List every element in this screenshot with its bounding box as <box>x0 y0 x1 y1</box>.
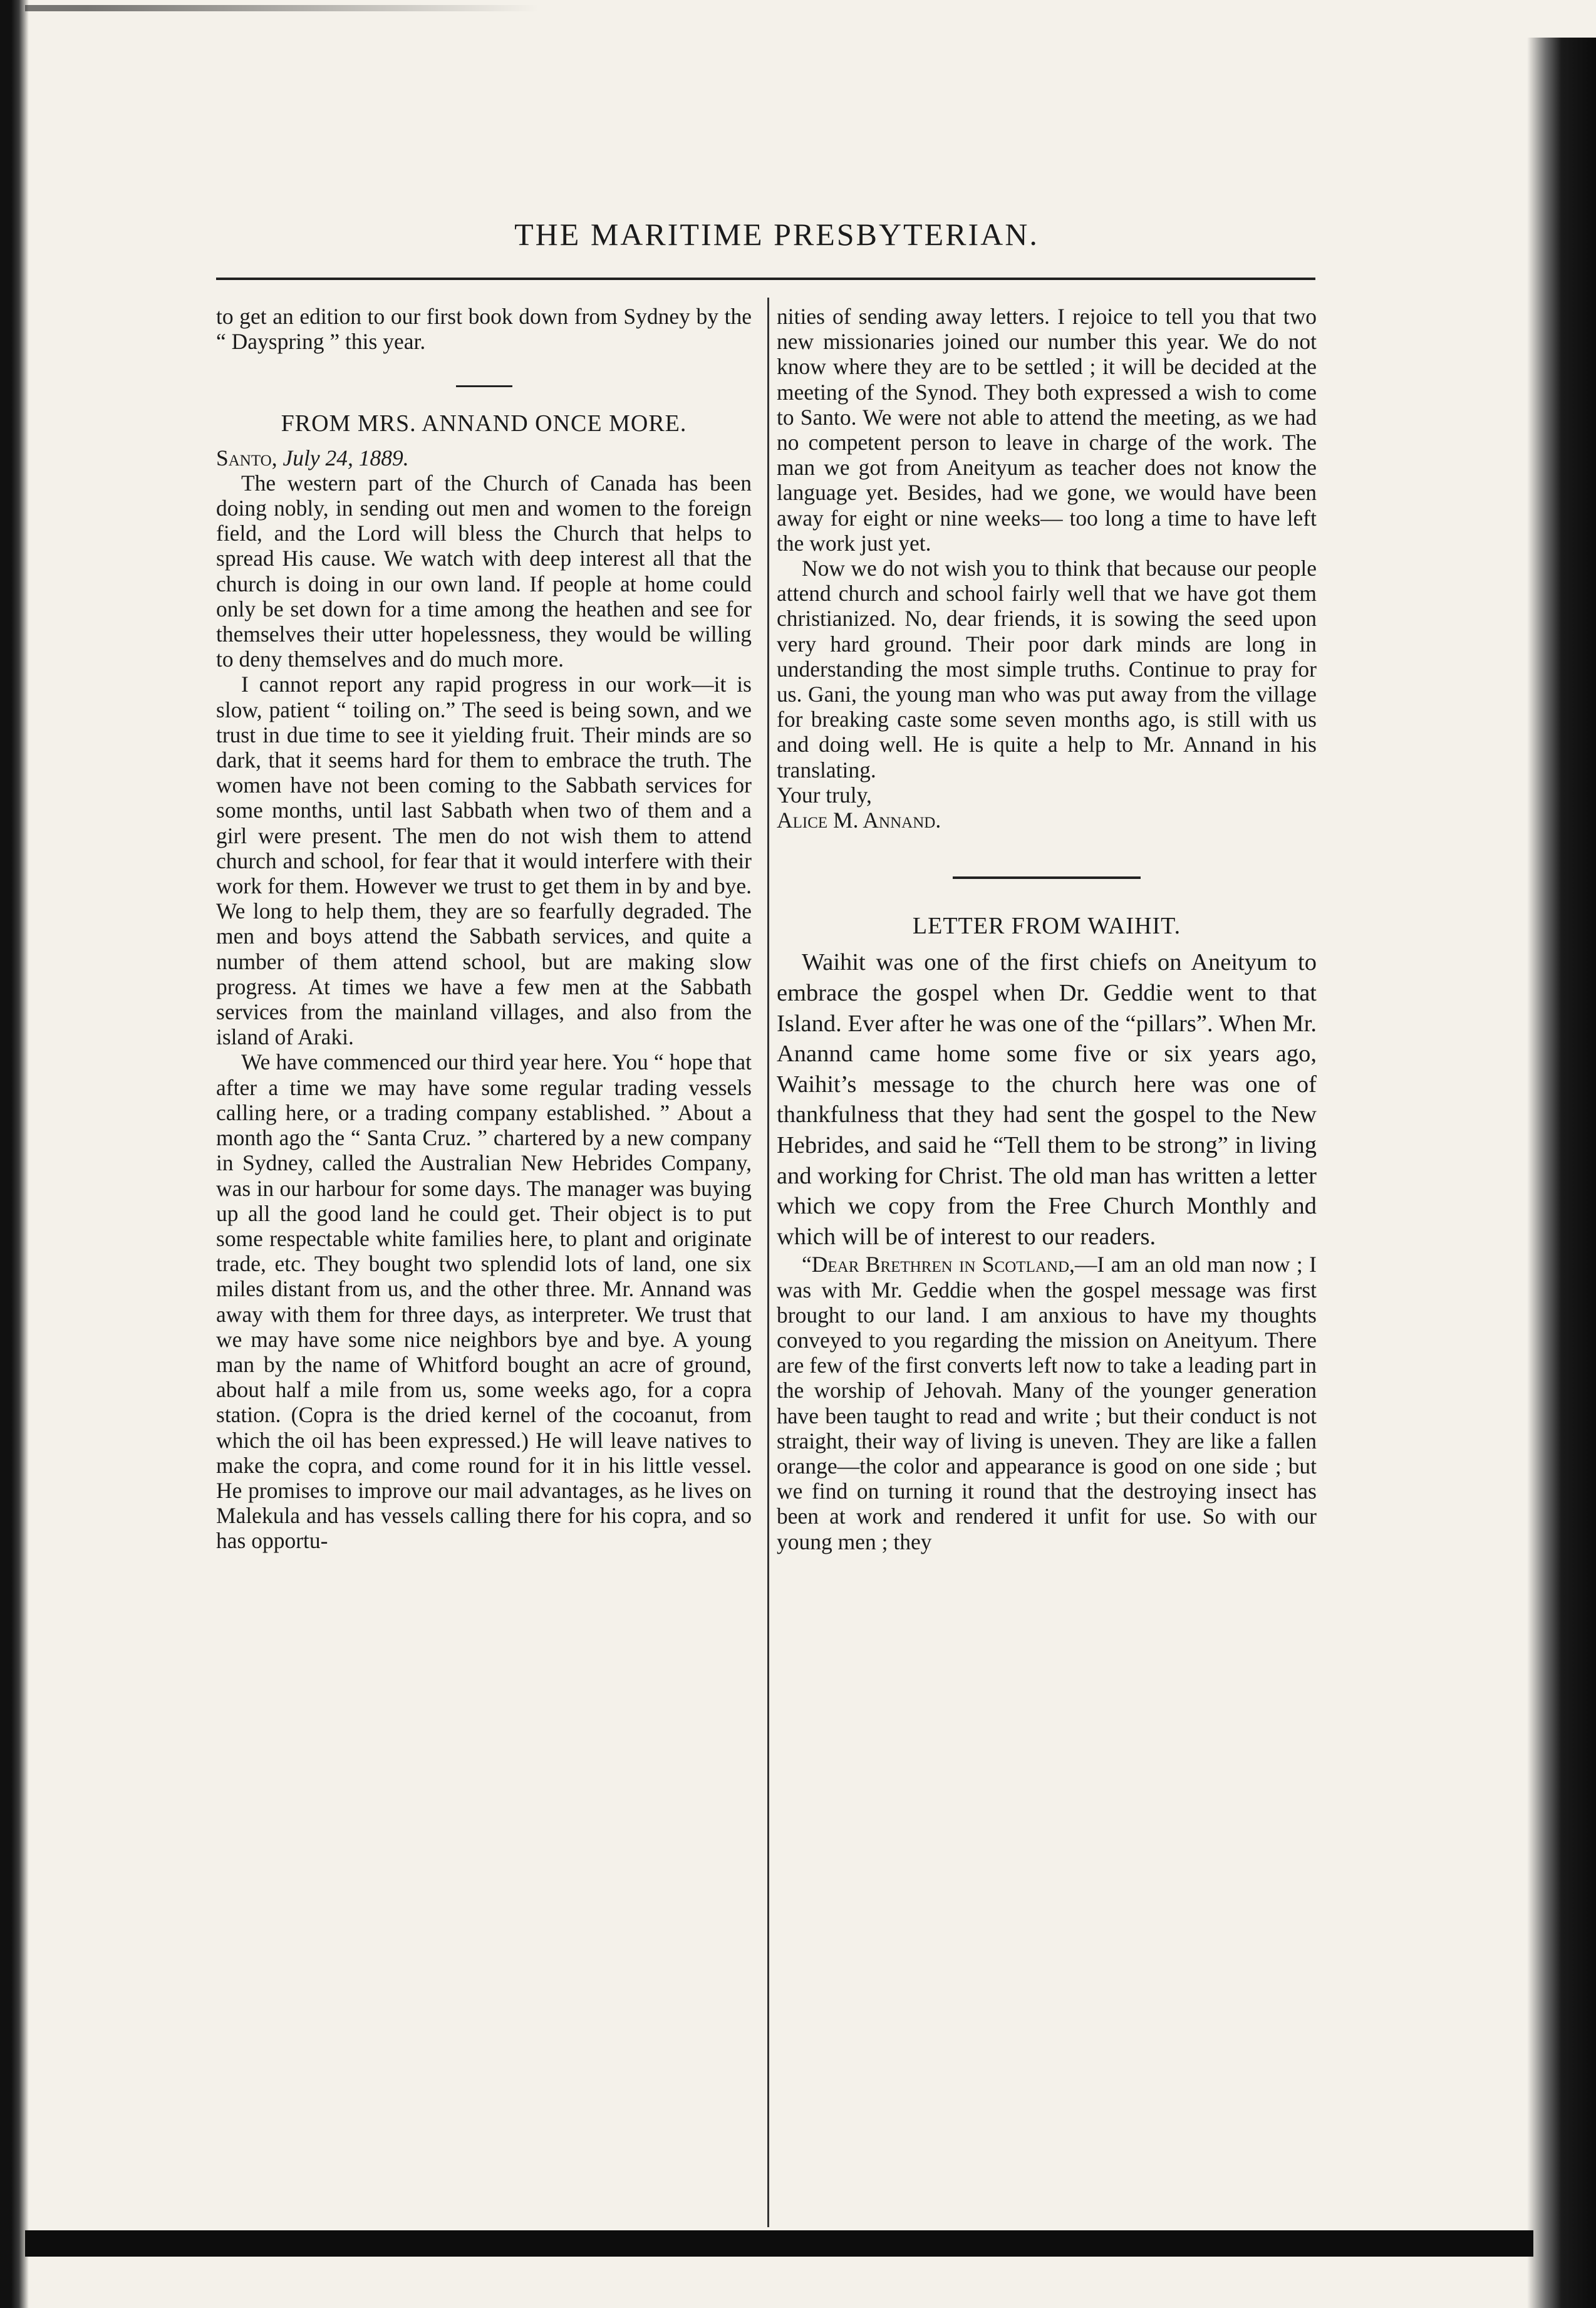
page-title: THE MARITIME PRESBYTERIAN. <box>514 217 1039 252</box>
scan-edge-left <box>0 0 29 2308</box>
article-paragraph: We have commenced our third year here. You “ hope that after a time we may have some regular trading vessels calling here, or a trading company established. ” About a month ago the “ Santa Cruz. ” chartered by a new company in Sydney, called the Australian New Hebrides Company, was in our harbour for some days. The manager was buying up all the good land he could get. Their object is to put some respectable white families here, to plant and originate trade, etc. They bought two splendid lots of land, one six miles distant from us, and the other three. Mr. Annand was away with them for three days, as interpreter. We trust that we may have some nice neighbors bye and bye. A young man by the name of Whitford bought an acre of ground, about half a mile from us, some weeks ago, for a copra station. (Copra is the dried kernel of the cocoanut, from which the oil has been expressed.) He will leave natives to make the copra, and come round for it in his little vessel. He promises to improve our mail advantages, as he lives on Malekula and has vessels calling there for his copra, and so has opportu- <box>216 1049 752 1554</box>
article-paragraph: The western part of the Church of Canada has been doing nobly, in sending out men and women to the foreign field, and the Lord will bless the Church that helps to spread His cause. We watch with deep interest all that the church is doing in our own land. If people at home could only be set down for a time among the heathen and see for themselves their utter hopelessness, they would be willing to deny themselves and do much more. <box>216 470 752 672</box>
article-title-annand: FROM MRS. ANNAND ONCE MORE. <box>281 410 687 437</box>
letter-signature: Alice M. Annand. <box>777 808 941 833</box>
article-intro: Waihit was one of the first chiefs on Aneityum to embrace the gospel when Dr. Geddie went to that Island. Ever after he was one of the “pillars”. When Mr. Anannd came home some five or six years ago, Waihit’s message to the church here was one of thankfulness that they had sent the gospel to the New Hebrides, and said he “Tell them to be strong” in living and working for Christ. The old man has written a letter which we copy from the Free Church Monthly and which will be of interest to our readers. <box>777 949 1317 1250</box>
letter-closing: Your truly, <box>777 782 872 808</box>
column-divider <box>767 298 769 2227</box>
article-title-waihit: LETTER FROM WAIHIT. <box>912 913 1181 940</box>
dateline-place: Santo, <box>216 445 277 470</box>
letter-salutation: “Dear Brethren in Scotland, <box>802 1252 1075 1277</box>
letter-body <box>777 1252 1317 1554</box>
section-separator <box>456 385 512 387</box>
letter-text: —I am an old man now ; I was with Mr. Geddie when the gospel message was first brought to our land. I am anxious to have my thoughts conveyed to you regarding the mission on Aneityum. There are few of the first converts left now to take a leading part in the worship of Jehovah. Many of the younger generation have been taught to read and write ; but their conduct is not straight, their way of living is uneven. They are like a fallen orange—the color and appearance is good on one side ; but we find on turning it round that the destroying insect has been at work and rendered it unfit for use. So with our young men ; they <box>777 1252 1317 1554</box>
left-column <box>216 304 752 1554</box>
section-separator <box>953 876 1141 879</box>
scan-edge-top <box>25 5 539 11</box>
continuation-paragraph: Now we do not wish you to think that because our people attend church and school fairly well that we have got them christianized. No, dear friends, it is sowing the seed upon very hard ground. Their poor dark minds are long in understanding the most simple truths. Continue to pray for us. Gani, the young man who was put away from the village for breaking caste some seven months ago, is still with us and doing well. He is quite a help to Mr. Annand in his translating. <box>777 556 1317 782</box>
carryover-paragraph: to get an edition to our first book down from Sydney by the “ Dayspring ” this year. <box>216 304 752 355</box>
article-dateline <box>216 445 752 470</box>
scan-edge-right <box>1527 38 1596 2308</box>
article-paragraph: I cannot report any rapid progress in our work—it is slow, patient “ toiling on.” The seed is being sown, and we trust in due time to see it yielding fruit. Their minds are so dark, that it seems hard for them to embrace the truth. The women have not been coming to the Sabbath services for some months, until last Sabbath when two of them and a girl were present. The men do not wish them to attend church and school, for fear that it would interfere with their work for them. However we trust to get them in by and bye. We long to help them, they are so fearfully degraded. The men and boys attend the Sabbath services, and quite a number of them attend school, but are making slow progress. At times we have a few men at the Sabbath services from the mainland villages, and also from the island of Araki. <box>216 672 752 1050</box>
dateline-date: July 24, 1889. <box>282 445 409 470</box>
scan-edge-bottom <box>25 2230 1533 2257</box>
continuation-paragraph: nities of sending away letters. I rejoice to tell you that two new missionaries joined our number this year. We do not know where they are to be settled ; it will be decided at the meeting of the Synod. They both expressed a wish to come to Santo. We were not able to attend the meeting, as we had no competent person to leave in charge of the work. The man we got from Aneityum as teacher does not know the language yet. Besides, had we gone, we would have been away for eight or nine weeks— too long a time to have left the work just yet. <box>777 304 1317 556</box>
right-column <box>777 304 1317 1554</box>
header-rule <box>216 278 1315 280</box>
